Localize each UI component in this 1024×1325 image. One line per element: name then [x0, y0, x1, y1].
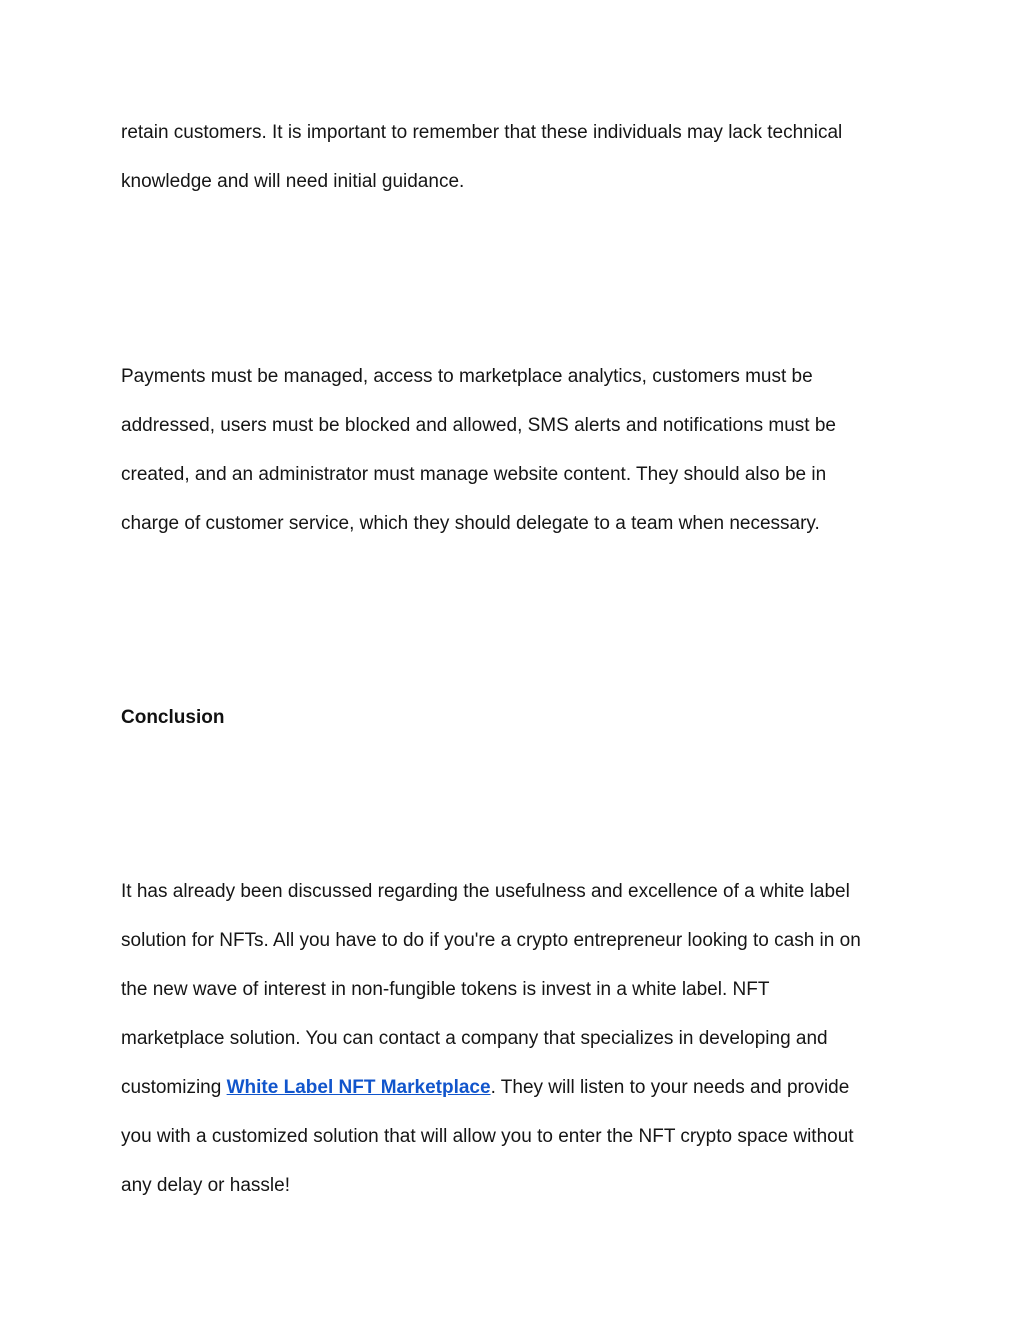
link-line-before: customizing — [121, 1077, 227, 1098]
conclusion-line-6: you with a customized solution that will allow you to enter the NFT crypto space without — [121, 1126, 854, 1147]
conclusion-line-2: solution for NFTs. All you have to do if you're a crypto entrepreneur looking to cash in on — [121, 930, 861, 951]
admin-line-3: created, and an administrator must manage website content. They should also be in — [121, 464, 827, 485]
conclusion-line-1: It has already been discussed regarding the usefulness and excellence of a white label — [121, 881, 850, 902]
link-line-after: . They will listen to your needs and provide — [490, 1077, 850, 1098]
conclusion-line-4: marketplace solution. You can contact a company that specializes in developing and — [121, 1028, 828, 1049]
admin-line-4: charge of customer service, which they should delegate to a team when necessary. — [121, 513, 820, 534]
white-label-nft-marketplace-link[interactable]: White Label NFT Marketplace — [226, 1077, 491, 1098]
conclusion-line-3: the new wave of interest in non-fungible tokens is invest in a white label. NFT — [121, 979, 770, 1000]
conclusion-line-7: any delay or hassle! — [121, 1175, 290, 1196]
intro-line-2: knowledge and will need initial guidance. — [121, 171, 465, 192]
admin-line-2: addressed, users must be blocked and allowed, SMS alerts and notifications must be — [121, 415, 836, 436]
intro-line-1: retain customers. It is important to remember that these individuals may lack technical — [121, 122, 843, 143]
conclusion-line-5 — [121, 1076, 849, 1100]
conclusion-heading: Conclusion — [121, 707, 225, 728]
admin-line-1: Payments must be managed, access to marketplace analytics, customers must be — [121, 366, 813, 387]
